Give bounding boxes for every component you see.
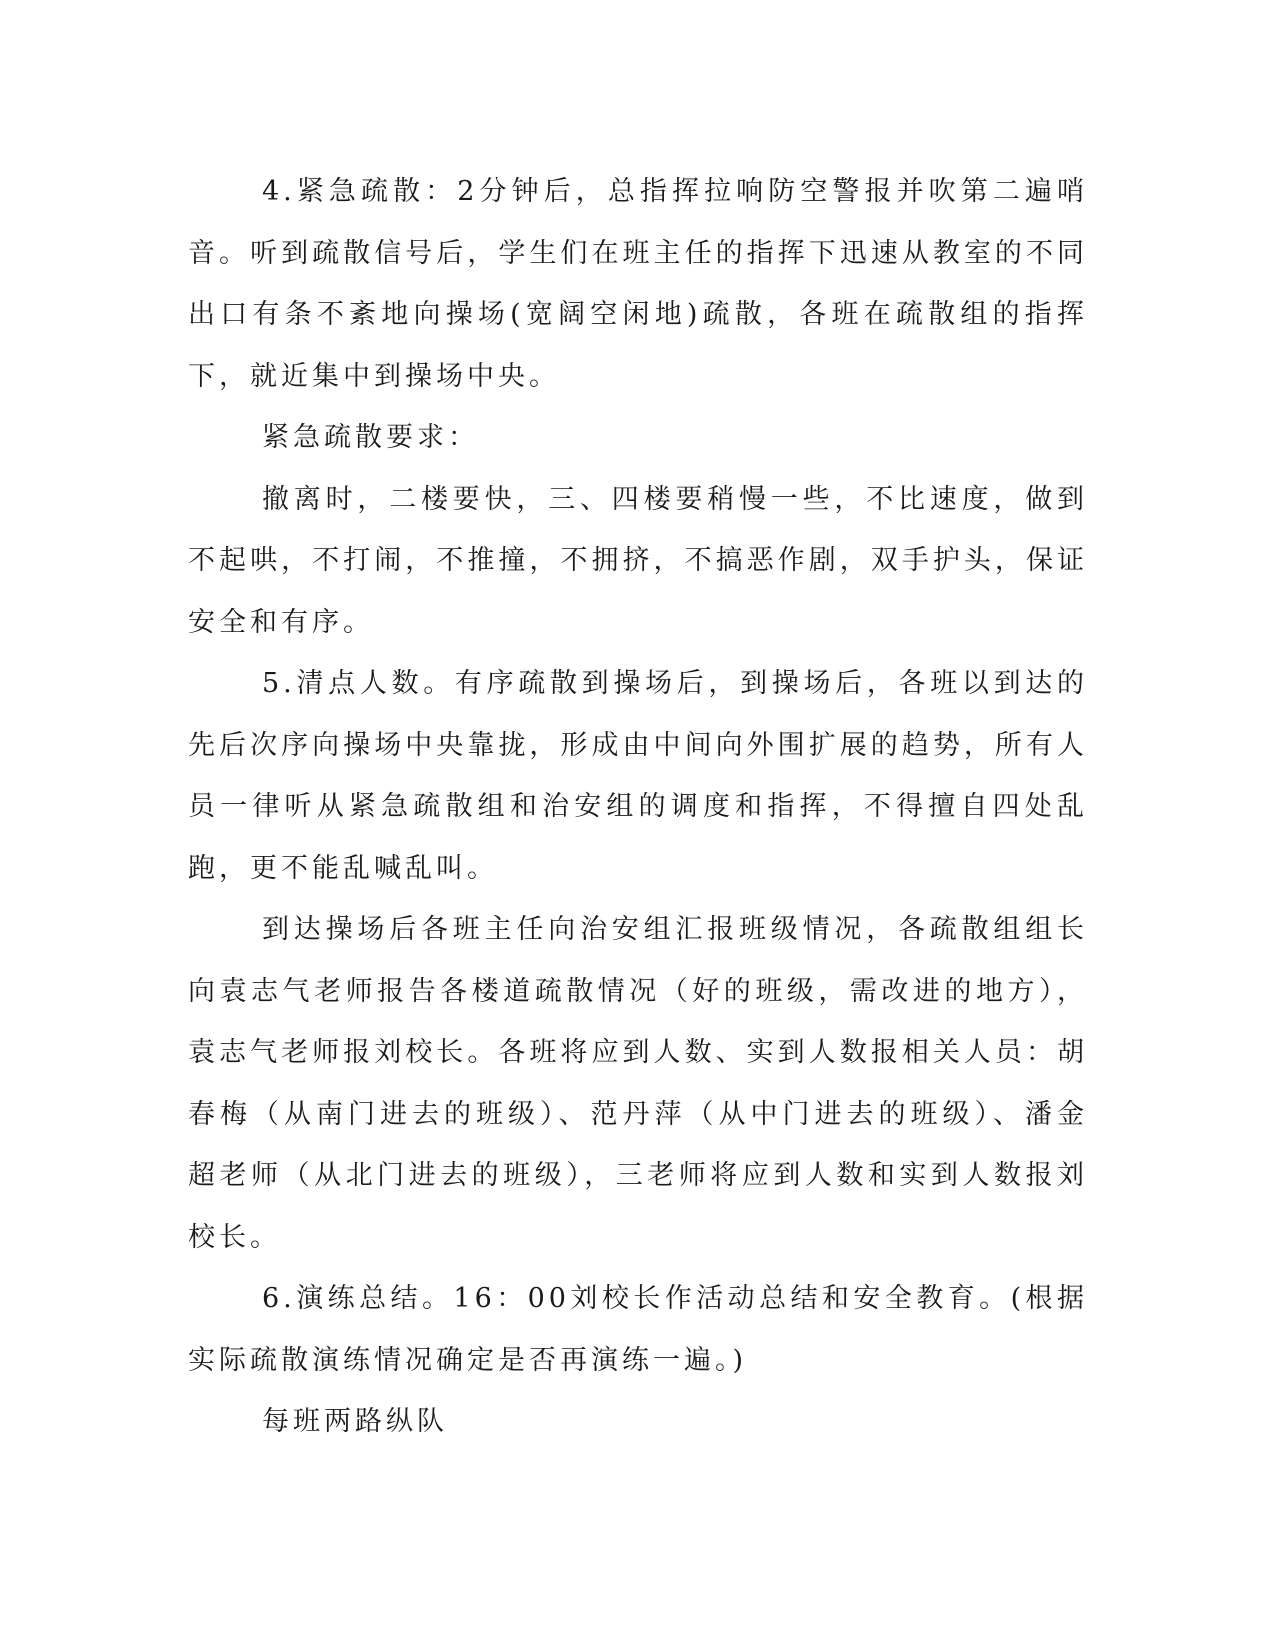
paragraph-drill-summary: 6.演练总结。16：00刘校长作活动总结和安全教育。(根据实际疏散演练情况确定是否再演练一遍。) <box>188 1283 1088 1376</box>
paragraph-headcount: 5.清点人数。有序疏散到操场后，到操场后，各班以到达的先后次序向操场中央靠拢，形成由中间向外围扩展的趋势，所有人员一律听从紧急疏散组和治安组的调度和指挥，不得擅自四处乱跑，更不能乱喊乱叫。 <box>188 668 1088 884</box>
paragraph-emergency-evacuation: 4.紧急疏散：2分钟后，总指挥拉响防空警报并吹第二遍哨音。听到疏散信号后，学生们在班主任的指挥下迅速从教室的不同出口有条不紊地向操场(宽阔空闲地)疏散，各班在疏散组的指挥下，就近集中到操场中央。 <box>188 176 1088 392</box>
paragraph-reporting: 到达操场后各班主任向治安组汇报班级情况，各疏散组组长向袁志气老师报告各楼道疏散情况（好的班级，需改进的地方），袁志气老师报刘校长。各班将应到人数、实到人数报相关人员：胡春梅（从南门进去的班级）、范丹萍（从中门进去的班级）、潘金超老师（从北门进去的班级），三老师将应到人数和实到人数报刘校长。 <box>188 914 1088 1253</box>
document-body <box>188 161 1088 1453</box>
paragraph-column-formation: 每班两路纵队 <box>262 1406 448 1437</box>
paragraph-evacuation-rules: 撤离时，二楼要快，三、四楼要稍慢一些，不比速度，做到不起哄，不打闹，不推撞，不拥挤，不搞恶作剧，双手护头，保证安全和有序。 <box>188 483 1088 638</box>
paragraph-evacuation-requirements-heading: 紧急疏散要求： <box>262 422 479 453</box>
